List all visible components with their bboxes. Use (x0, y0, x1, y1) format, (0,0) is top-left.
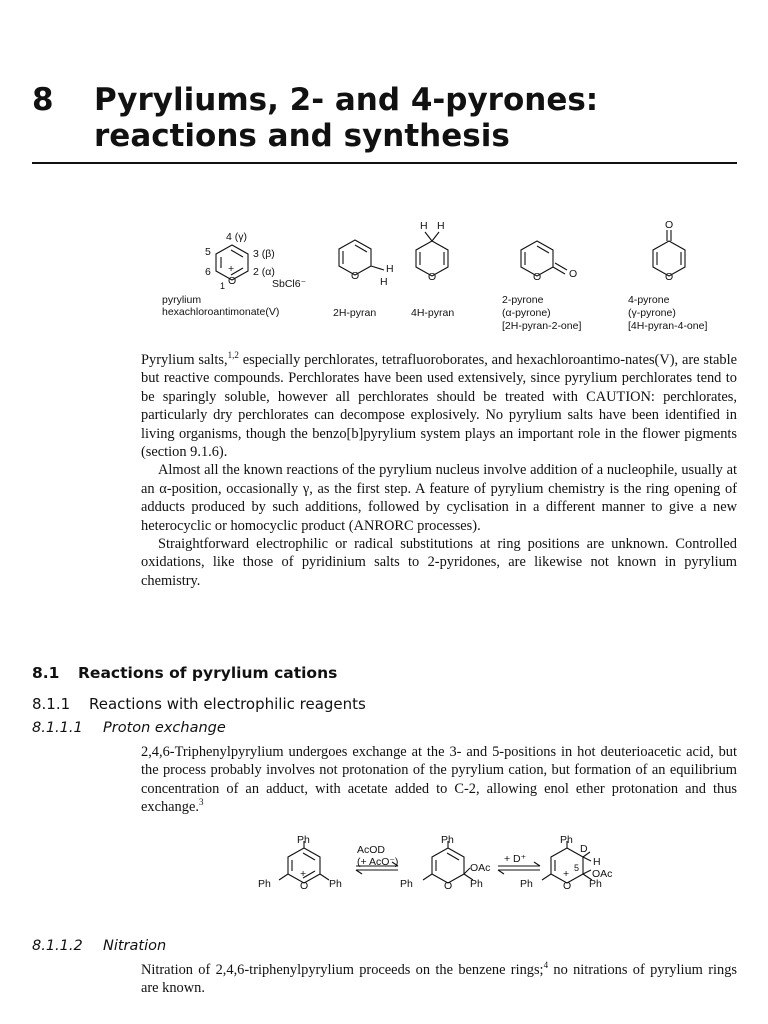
2-pyrone-label-2: (α-pyrone) (502, 307, 551, 319)
intro-paragraph-1 (141, 351, 737, 461)
intro-paragraph-2: Almost all the known reactions of the pyrylium nucleus involve addition of a nucleophile, usually at an α-position, occasionally γ, as the first step. A feature of pyrylium chemistry is the ring opening of adducts produced by such additions, followed by cyclisation in a different manner to give a new heterocyclic or homocyclic product (ANRORC processes). (141, 462, 737, 534)
ref-1-2: 1,2 (227, 350, 239, 361)
ref-4: 4 (543, 960, 549, 971)
pyrylium-counterion: SbCl6⁻ (272, 278, 307, 290)
scheme-oac-3: OAc (592, 868, 613, 880)
pyrylium-pos2: 2 (α) (253, 266, 275, 278)
scheme-position-5: 5 (574, 863, 580, 873)
scheme-ph-right-1: Ph (329, 878, 342, 890)
scheme-h: H (593, 856, 601, 868)
scheme-oac-2: OAc (470, 862, 491, 874)
intro-p1-start: Pyrylium salts, (141, 352, 228, 368)
structures-figure (0, 0, 768, 340)
scheme-ph-left-3: Ph (520, 878, 533, 890)
pyrylium-pos5: 5 (205, 246, 211, 258)
scheme-ph-left-2: Ph (400, 878, 413, 890)
section-title: Reactions of pyrylium cations (78, 664, 338, 682)
section-title: Reactions with electrophilic reagents (89, 695, 366, 713)
section-title: Nitration (103, 938, 167, 954)
pyrylium-pos1: 1 (220, 281, 226, 291)
chapter-title: Pyryliums, 2- and 4-pyrones: reactions and synthesis (94, 82, 599, 154)
scheme-oxygen-3: O (563, 880, 572, 892)
nitration-body-start: Nitration of 2,4,6-triphenylpyrylium proceeds on the benzene rings; (141, 962, 544, 978)
proton-exchange-paragraph (141, 743, 737, 817)
scheme-charge-1: + (300, 868, 307, 880)
proton-exchange-body: 2,4,6-Triphenylpyrylium undergoes exchange at the 3- and 5-positions in hot deuterioacetic acid, but the process probably involves not protonation of the pyrylium cation, but formation of an equilibrium concentration of an adduct, with acetate added to C-2, allowing enol ether protonation and thus exchange. (141, 744, 737, 816)
nitration-body-rest: no nitrations of pyrylium rings are known. (141, 962, 737, 997)
2h-pyran-label: 2H-pyran (333, 307, 377, 319)
4h-pyran-oxygen: O (428, 271, 437, 283)
section-8-1-1-heading (32, 695, 366, 713)
section-number: 8.1.1.2 (32, 938, 83, 954)
proton-exchange-scheme (0, 830, 768, 910)
scheme-ph-left-1: Ph (258, 878, 271, 890)
arrow1-label-line2: (+ AcO⁻) (357, 856, 399, 868)
4-pyrone-ring-oxygen: O (665, 271, 674, 283)
2h-pyran-h-side: H (386, 263, 394, 275)
pyrylium-pos3: 3 (β) (253, 248, 275, 260)
arrow2-label: + D⁺ (504, 853, 527, 865)
arrow1-label-line1: AcOD (357, 844, 386, 856)
2h-pyran-h-below: H (380, 276, 388, 288)
2-pyrone-ring-oxygen: O (533, 271, 542, 283)
section-8-1-1-1-heading (32, 720, 226, 736)
2h-pyran-oxygen: O (351, 270, 360, 282)
intro-text (141, 351, 737, 590)
scheme-charge-3: + (563, 868, 570, 880)
4-pyrone-label-3: [4H-pyran-4-one] (628, 320, 708, 332)
scheme-oxygen-1: O (300, 880, 309, 892)
chapter-number: 8 (32, 82, 54, 118)
scheme-ph-top-1: Ph (297, 834, 310, 846)
nitration-text (141, 961, 737, 998)
scheme-ph-right-3: Ph (589, 878, 602, 890)
nitration-paragraph (141, 961, 737, 998)
4-pyrone-label-2: (γ-pyrone) (628, 307, 676, 319)
intro-p1-rest: especially perchlorates, tetrafluoroborates, and hexachloroantimo-nates(V), are stable but reactive compounds. Perchlorates have been used extensively, since pyrylium perchlorates tend to be sparingly soluble, however all perchlorates should be treated with CAUTION: perchlorates, particularly dry perchlorates can decompose explosively. No pyrylium salts have been identified in living organisms, though the benzo[b]pyrylium system plays an important role in the flower pigments (section 9.1.6). (141, 352, 737, 461)
scheme-oxygen-2: O (444, 880, 453, 892)
section-title: Proton exchange (103, 720, 226, 736)
2-pyrone-label-1: 2-pyrone (502, 294, 544, 306)
pyrylium-label-1: pyrylium (162, 294, 202, 306)
section-number: 8.1.1 (32, 695, 71, 713)
scheme-ph-top-2: Ph (441, 834, 454, 846)
2-pyrone-carbonyl-oxygen: O (569, 268, 578, 280)
pyrylium-pos6: 6 (205, 266, 211, 278)
pyrylium-label-2: hexachloroantimonate(V) (162, 306, 280, 318)
scheme-ph-top-3: Ph (560, 834, 573, 846)
scheme-ph-right-2: Ph (470, 878, 483, 890)
pyrylium-charge: + (228, 263, 235, 275)
2-pyrone-label-3: [2H-pyran-2-one] (502, 320, 582, 332)
4-pyrone-carbonyl-oxygen: O (665, 219, 674, 231)
ref-3: 3 (198, 797, 204, 808)
scheme-d: D (580, 843, 588, 855)
intro-paragraph-3: Straightforward electrophilic or radical substitutions at ring positions are unknown. Controlled oxidations, like those of pyridinium salts to 2-pyridones, are likewise not known in pyrylium chemistry. (141, 536, 737, 589)
4h-pyran-h-left: H (420, 220, 428, 232)
pyrylium-pos4: 4 (γ) (226, 231, 247, 243)
section-number: 8.1 (32, 664, 60, 682)
4h-pyran-h-right: H (437, 220, 445, 232)
section-8-1-1-2-heading (32, 938, 166, 954)
4-pyrone-label-1: 4-pyrone (628, 294, 670, 306)
section-number: 8.1.1.1 (32, 720, 83, 736)
proton-exchange-text (141, 743, 737, 817)
section-8-1-heading (32, 664, 337, 682)
4h-pyran-label: 4H-pyran (411, 307, 455, 319)
pyrylium-oxygen: O (228, 275, 237, 287)
